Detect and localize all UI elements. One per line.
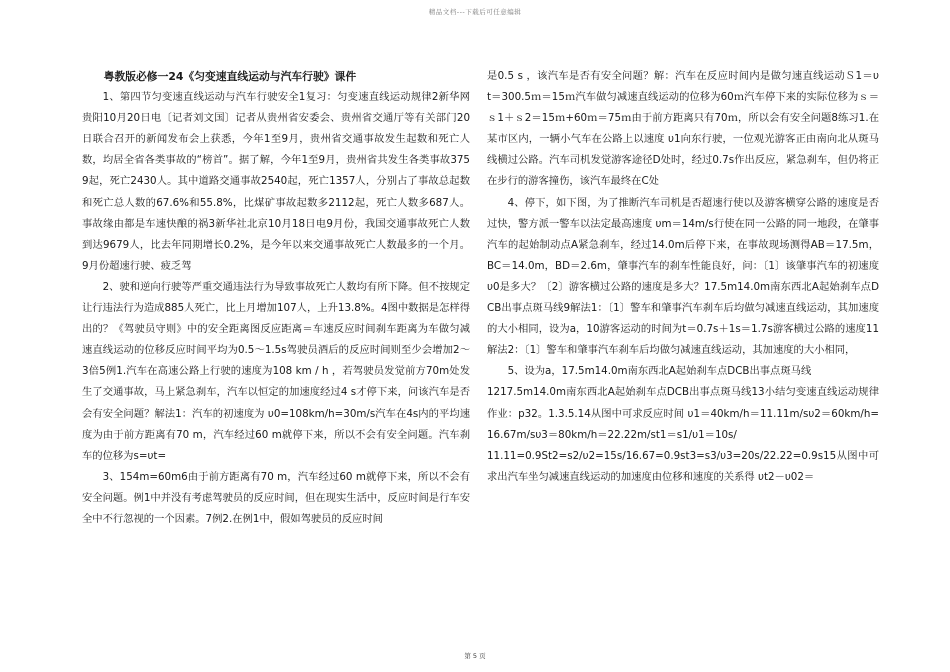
- paragraph-5-continued: 1217.5m14.0m南东西北A起始刹车点DCB出事点斑马线13小结匀变速直线运动规律作业：p32。1.3.5.14从图中可求反应时间 υ1＝40km/h＝11.11m/sυ2＝60km/h=16.67m/sυ3＝80km/h＝22.22m/st1＝s1/υ1＝10s/: [487, 386, 879, 441]
- left-column: [82, 66, 470, 530]
- paragraph-4: 4、停下，如下图，为了推断汽车司机是否超速行使以及游客横穿公路的速度是否过快，警方派一警车以法定最高速度 υm＝14m/s行使在同一公路的同一地段，在肇事汽车的起始制动点A紧急刹车，经过14.0m后停下来，在事故现场测得AB＝17.5m，BC＝14.0m，BD＝2.6m，肇事汽车的刹车性能良好，问：〔1〕该肇事汽车的初速度 υ0是多大？〔2〕游客横过公路的速度是多大？17.5m14.0m南东西北A起始刹车点DCB出事点斑马线9解法1：〔1〕警车和肇事汽车刹车后均做匀减速直线运动，其加速度的大小相同，设为a，10游客运动的时间为t＝0.7s＋1s＝1.7s游客横过公路的速度11解法2：〔1〕警车和肇事汽车刹车后均做匀减速直线运动，其加速度的大小相同，: [487, 196, 879, 357]
- paragraph-1: 1、第四节匀变速直线运动与汽车行驶安全1复习：匀变速直线运动规律2新华网贵阳10月20日电〔记者刘文国〕记者从贵州省安委会、贵州省交通厅等有关部门20日联合召开的新闻发布会上获悉，今年1至9月，贵州省交通事故发生起数和死亡人数，均居全省各类事故的“榜首”。据了解，今年1至9月，贵州省共发生各类事故3759起，死亡2430人。其中道路交通事故2540起，死亡1357人，分别占了事故总起数和死亡总人数的67.6%和55.8%，比煤矿事故起数多2112起，死亡人数多687人。事故缘由都是车速快酿的祸3新华社北京10月18日电9月份，我国交通事故死亡人数到达9679人，比去年同期增长0.2%，是今年以来交通事故死亡人数最多的一个月。9月份超速行驶、疲乏驾: [82, 91, 470, 272]
- paragraph-2: 2、驶和逆向行驶等严重交通违法行为导致事故死亡人数均有所下降。但不按规定让行违法行为造成885人死亡，比上月增加107人，上升13.8%。4图中数据是怎样得出的？《驾驶员守则》中的安全距离图反应距离＝车速反应时间刹车距离为车做匀减速直线运动的位移反应时间平均为0.5～1.5s驾驶员酒后的反应时间则至少会增加2～3倍5例1.汽车在高速公路上行驶的速度为108 km / h ，若驾驶员发觉前方70m处发生了交通事故，马上紧急刹车，汽车以恒定的加速度经过4 s才停下来，问该汽车是否会有安全问题？解法1：汽车的初速度为 υ0=108km/h=30m/s汽车在4s内的平均速度为由于前方距离有70 m，汽车经过60 m就停下来，所以不会有安全问题。汽车刹车的位移为s=υt=: [82, 280, 470, 462]
- document-title: 粤教版必修一24《匀变速直线运动与汽车行驶》课件: [103, 70, 357, 83]
- paragraph-3: 3、154m=60m6由于前方距离有70 m，汽车经过60 m就停下来，所以不会有安全问题。例1中并没有考虑驾驶员的反应时间，但在现实生活中，反应时间是行车安全中不行忽视的一个因素。7例2.在例1中，假如驾驶员的反应时间: [82, 470, 470, 525]
- paragraph-5: 5、设为a，17.5m14.0m南东西北A起始刹车点DCB出事点斑马线: [507, 365, 812, 378]
- page-number: 第 5 页: [464, 652, 486, 660]
- paragraph-5-continued-2: 11.11=0.9St2=s2/υ2=15s/16.67=0.9st3=s3/υ3=20s/22.22=0.9s15从图中可求出汽车坐匀减速直线运动的加速度由位移和速度的关系得 υt2－υ02＝: [487, 449, 879, 483]
- right-column: [487, 66, 890, 488]
- paragraph-3-continued: 是0.5 s ，该汽车是否有安全问题？解：汽车在反应时间内是做匀速直线运动Ｓ1＝υ t＝300.5ｍ＝15ｍ汽车做匀减速直线运动的位移为60ｍ汽车停下来的实际位移为ｓ＝ｓ1＋ｓ2＝15ｍ+60ｍ＝75ｍ由于前方距离只有70ｍ，所以会有安全问题8练习1.在某市区内，一辆小气车在公路上以速度 υ1向东行驶，一位观光游客正由南向北从斑马线横过公路。汽车司机发觉游客途径D处时，经过0.7s作出反应，紧急刹车，但仍将正在步行的游客撞伤，该汽车最终在C处: [487, 70, 890, 188]
- header-note: 精品文档---下载后可任意编辑: [428, 8, 522, 16]
